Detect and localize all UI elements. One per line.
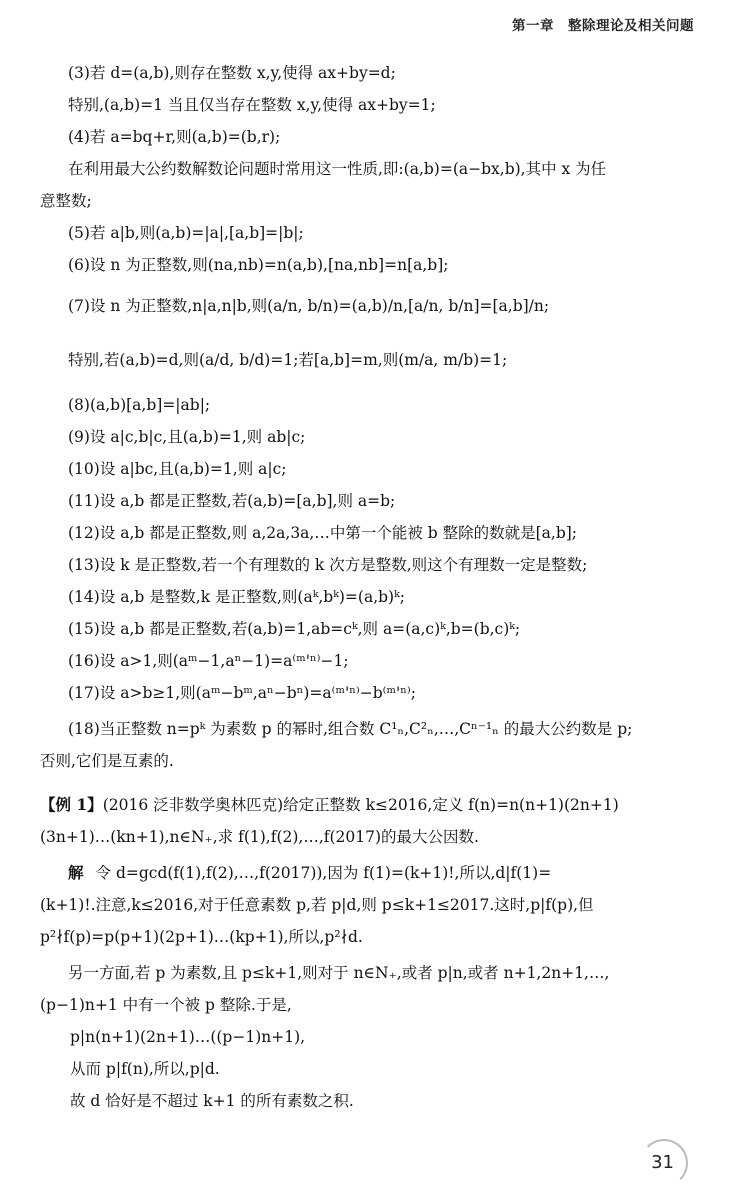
property-line: (3)若 d=(a,b),则存在整数 x,y,使得 ax+by=d; bbox=[68, 64, 396, 82]
solution-line: p|n(n+1)(2n+1)…((p−1)n+1), bbox=[70, 1028, 306, 1046]
solution-label: 解 bbox=[68, 863, 84, 882]
property-line: 意整数; bbox=[40, 192, 92, 210]
property-line: (12)设 a,b 都是正整数,则 a,2a,3a,…中第一个能被 b 整除的数就是[a,b]; bbox=[68, 524, 578, 542]
property-line: (10)设 a|bc,且(a,b)=1,则 a|c; bbox=[68, 460, 287, 478]
solution-line: (p−1)n+1 中有一个被 p 整除.于是, bbox=[40, 996, 292, 1014]
solution-text: 令 d=gcd(f(1),f(2),…,f(2017)),因为 f(1)=(k+1)!,所以,d|f(1)= bbox=[95, 864, 552, 882]
property-line: (16)设 a>1,则(aᵐ−1,aⁿ−1)=a⁽ᵐ'ⁿ⁾−1; bbox=[68, 652, 349, 670]
example-text: (2016 泛非数学奥林匹克)给定正整数 k≤2016,定义 f(n)=n(n+1)(2n+1) bbox=[102, 796, 619, 814]
example-line-2: (3n+1)…(kn+1),n∈N₊,求 f(1),f(2),…,f(2017)的最大公因数. bbox=[40, 828, 479, 846]
property-line: (15)设 a,b 都是正整数,若(a,b)=1,ab=cᵏ,则 a=(a,c)ᵏ,b=(b,c)ᵏ; bbox=[68, 620, 521, 638]
property-line: 特别,(a,b)=1 当且仅当存在整数 x,y,使得 ax+by=1; bbox=[68, 96, 436, 114]
property-line: (17)设 a>b≥1,则(aᵐ−bᵐ,aⁿ−bⁿ)=a⁽ᵐ'ⁿ⁾−b⁽ᵐ'ⁿ⁾; bbox=[68, 684, 416, 702]
property-line: (8)(a,b)[a,b]=|ab|; bbox=[68, 396, 211, 414]
example-line-1 bbox=[40, 794, 700, 816]
property-line: (7)设 n 为正整数,n|a,n|b,则(a/n, b/n)=(a,b)/n,[a/n, b/n]=[a,b]/n; bbox=[68, 297, 550, 315]
property-line: 特别,若(a,b)=d,则(a/d, b/d)=1;若[a,b]=m,则(m/a, m/b)=1; bbox=[68, 351, 508, 369]
solution-line: 从而 p|f(n),所以,p|d. bbox=[70, 1060, 220, 1078]
property-line: (6)设 n 为正整数,则(na,nb)=n(a,b),[na,nb]=n[a,b]; bbox=[68, 256, 449, 274]
solution-line: (k+1)!.注意,k≤2016,对于任意素数 p,若 p|d,则 p≤k+1≤2017.这时,p|f(p),但 bbox=[40, 896, 594, 914]
property-line: (5)若 a|b,则(a,b)=|a|,[a,b]=|b|; bbox=[68, 224, 304, 242]
property-line: (11)设 a,b 都是正整数,若(a,b)=[a,b],则 a=b; bbox=[68, 492, 396, 510]
property-line: (4)若 a=bq+r,则(a,b)=(b,r); bbox=[68, 128, 281, 146]
solution-line: 故 d 恰好是不超过 k+1 的所有素数之积. bbox=[70, 1092, 354, 1110]
property-line: 在利用最大公约数解数论问题时常用这一性质,即:(a,b)=(a−bx,b),其中 x 为任 bbox=[68, 160, 607, 178]
solution-line: p²∤f(p)=p(p+1)(2p+1)…(kp+1),所以,p²∤d. bbox=[40, 928, 363, 946]
example-label: 【例 1】 bbox=[40, 795, 103, 814]
property-line: (9)设 a|c,b|c,且(a,b)=1,则 ab|c; bbox=[68, 428, 306, 446]
running-header: 第一章 整除理论及相关问题 bbox=[512, 18, 694, 34]
page-number: 31 bbox=[651, 1152, 674, 1173]
property-line: 否则,它们是互素的. bbox=[40, 752, 174, 770]
solution-line: 另一方面,若 p 为素数,且 p≤k+1,则对于 n∈N₊,或者 p|n,或者 n+1,2n+1,…, bbox=[68, 964, 610, 982]
property-line: (13)设 k 是正整数,若一个有理数的 k 次方是整数,则这个有理数一定是整数; bbox=[68, 556, 588, 574]
solution-line-1 bbox=[68, 862, 700, 884]
property-line: (14)设 a,b 是整数,k 是正整数,则(aᵏ,bᵏ)=(a,b)ᵏ; bbox=[68, 588, 405, 606]
property-line: (18)当正整数 n=pᵏ 为素数 p 的幂时,组合数 C¹ₙ,C²ₙ,…,Cⁿ⁻¹ₙ 的最大公约数是 p; bbox=[68, 720, 633, 738]
